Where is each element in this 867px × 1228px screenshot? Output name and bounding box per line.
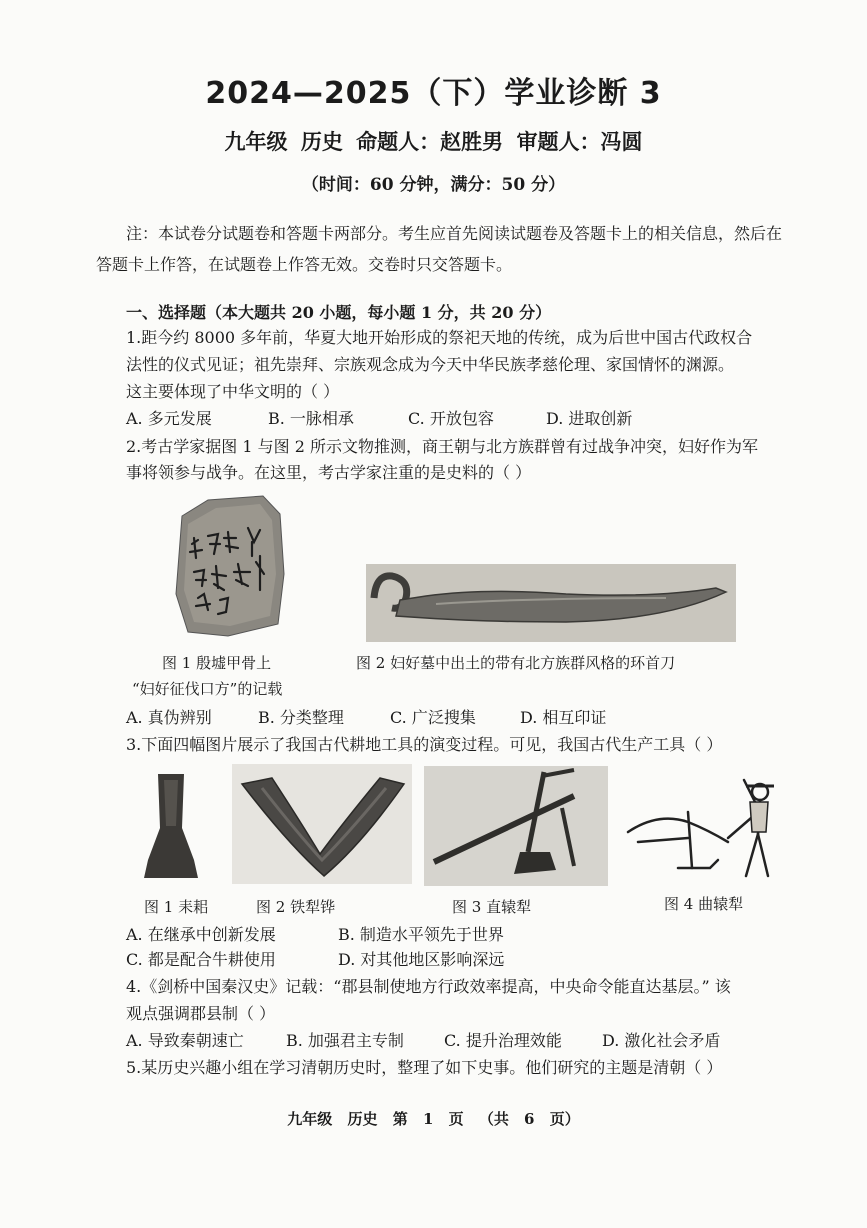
curved-beam-plow-image [618, 772, 798, 884]
q2-line1: 2.考古学家据图 1 与图 2 所示文物推测，商王朝与北方族群曾有过战争冲突，妇好作为军 [126, 437, 758, 456]
ring-pommel-knife-image [366, 564, 736, 642]
q1-option-c[interactable]: C. 开放包容 [408, 409, 494, 428]
q4-line2: 观点强调郡县制（ ） [126, 1004, 276, 1023]
q4-line1: 4.《剑桥中国秦汉史》记载：“郡县制使地方行政效率提高，中央命令能直达基层。” 该 [126, 977, 731, 996]
q4-option-c[interactable]: C. 提升治理效能 [444, 1031, 562, 1050]
page-footer: 九年级 历史 第 1 页 （共 6 页） [287, 1110, 580, 1128]
q3-option-b[interactable]: B. 制造水平领先于世界 [338, 925, 504, 944]
q3-fig3-caption: 图 3 直辕犁 [452, 898, 532, 916]
q3-fig1-caption: 图 1 耒耜 [144, 898, 209, 916]
q2-option-d[interactable]: D. 相互印证 [520, 708, 607, 727]
q3-option-d[interactable]: D. 对其他地区影响深远 [338, 950, 505, 969]
exam-subtitle: 九年级 历史 命题人：赵胜男 审题人：冯圆 [224, 130, 643, 154]
q2-option-c[interactable]: C. 广泛搜集 [390, 708, 476, 727]
q1-option-d[interactable]: D. 进取创新 [546, 409, 633, 428]
q4-option-d[interactable]: D. 激化社会矛盾 [602, 1031, 721, 1050]
iron-plowshare-image [232, 764, 412, 884]
time-info: （时间：60 分钟，满分：50 分） [301, 175, 566, 195]
lei-si-image [136, 770, 206, 880]
q1-line3: 这主要体现了中华文明的（ ） [126, 382, 340, 401]
q5-line1: 5.某历史兴趣小组在学习清朝历史时，整理了如下史事。他们研究的主题是清朝（ ） [126, 1058, 723, 1077]
q3-option-a[interactable]: A. 在继承中创新发展 [126, 925, 276, 944]
q1-option-b[interactable]: B. 一脉相承 [268, 409, 354, 428]
q2-fig1-caption: 图 1 殷墟甲骨上 [162, 654, 272, 672]
q1-line1: 1.距今约 8000 多年前，华夏大地开始形成的祭祀天地的传统，成为后世中国古代政权合 [126, 328, 753, 347]
q4-option-a[interactable]: A. 导致秦朝速亡 [126, 1031, 244, 1050]
q2-option-b[interactable]: B. 分类整理 [258, 708, 344, 727]
q2-fig2-caption: 图 2 妇好墓中出土的带有北方族群风格的环首刀 [356, 654, 676, 672]
exam-title: 2024—2025（下）学业诊断 3 [205, 76, 662, 111]
oracle-bone-image [168, 494, 288, 640]
q4-option-b[interactable]: B. 加强君主专制 [286, 1031, 404, 1050]
q2-fig1-caption-line2: “妇好征伐口方”的记载 [132, 680, 283, 698]
q2-line2: 事将领参与战争。在这里，考古学家注重的是史料的（ ） [126, 463, 532, 482]
q3-option-c[interactable]: C. 都是配合牛耕使用 [126, 950, 276, 969]
q1-line2: 法性的仪式见证；祖先崇拜、宗族观念成为今天中华民族孝慈伦理、家国情怀的渊源。 [126, 355, 735, 374]
q3-fig2-caption: 图 2 铁犁铧 [256, 898, 336, 916]
q3-fig4-caption: 图 4 曲辕犁 [664, 895, 744, 913]
q1-option-a[interactable]: A. 多元发展 [126, 409, 212, 428]
exam-note: 注：本试卷分试题卷和答题卡两部分。考生应首先阅读试题卷及答题卡上的相关信息，然后在答题卡上作答，在试题卷上作答无效。交卷时只交答题卡。 [96, 224, 783, 274]
straight-beam-plow-image [424, 766, 608, 886]
q2-option-a[interactable]: A. 真伪辨别 [126, 708, 212, 727]
q3-line1: 3.下面四幅图片展示了我国古代耕地工具的演变过程。可见，我国古代生产工具（ ） [126, 735, 723, 754]
section-heading: 一、选择题（本大题共 20 小题，每小题 1 分，共 20 分） [126, 303, 552, 322]
